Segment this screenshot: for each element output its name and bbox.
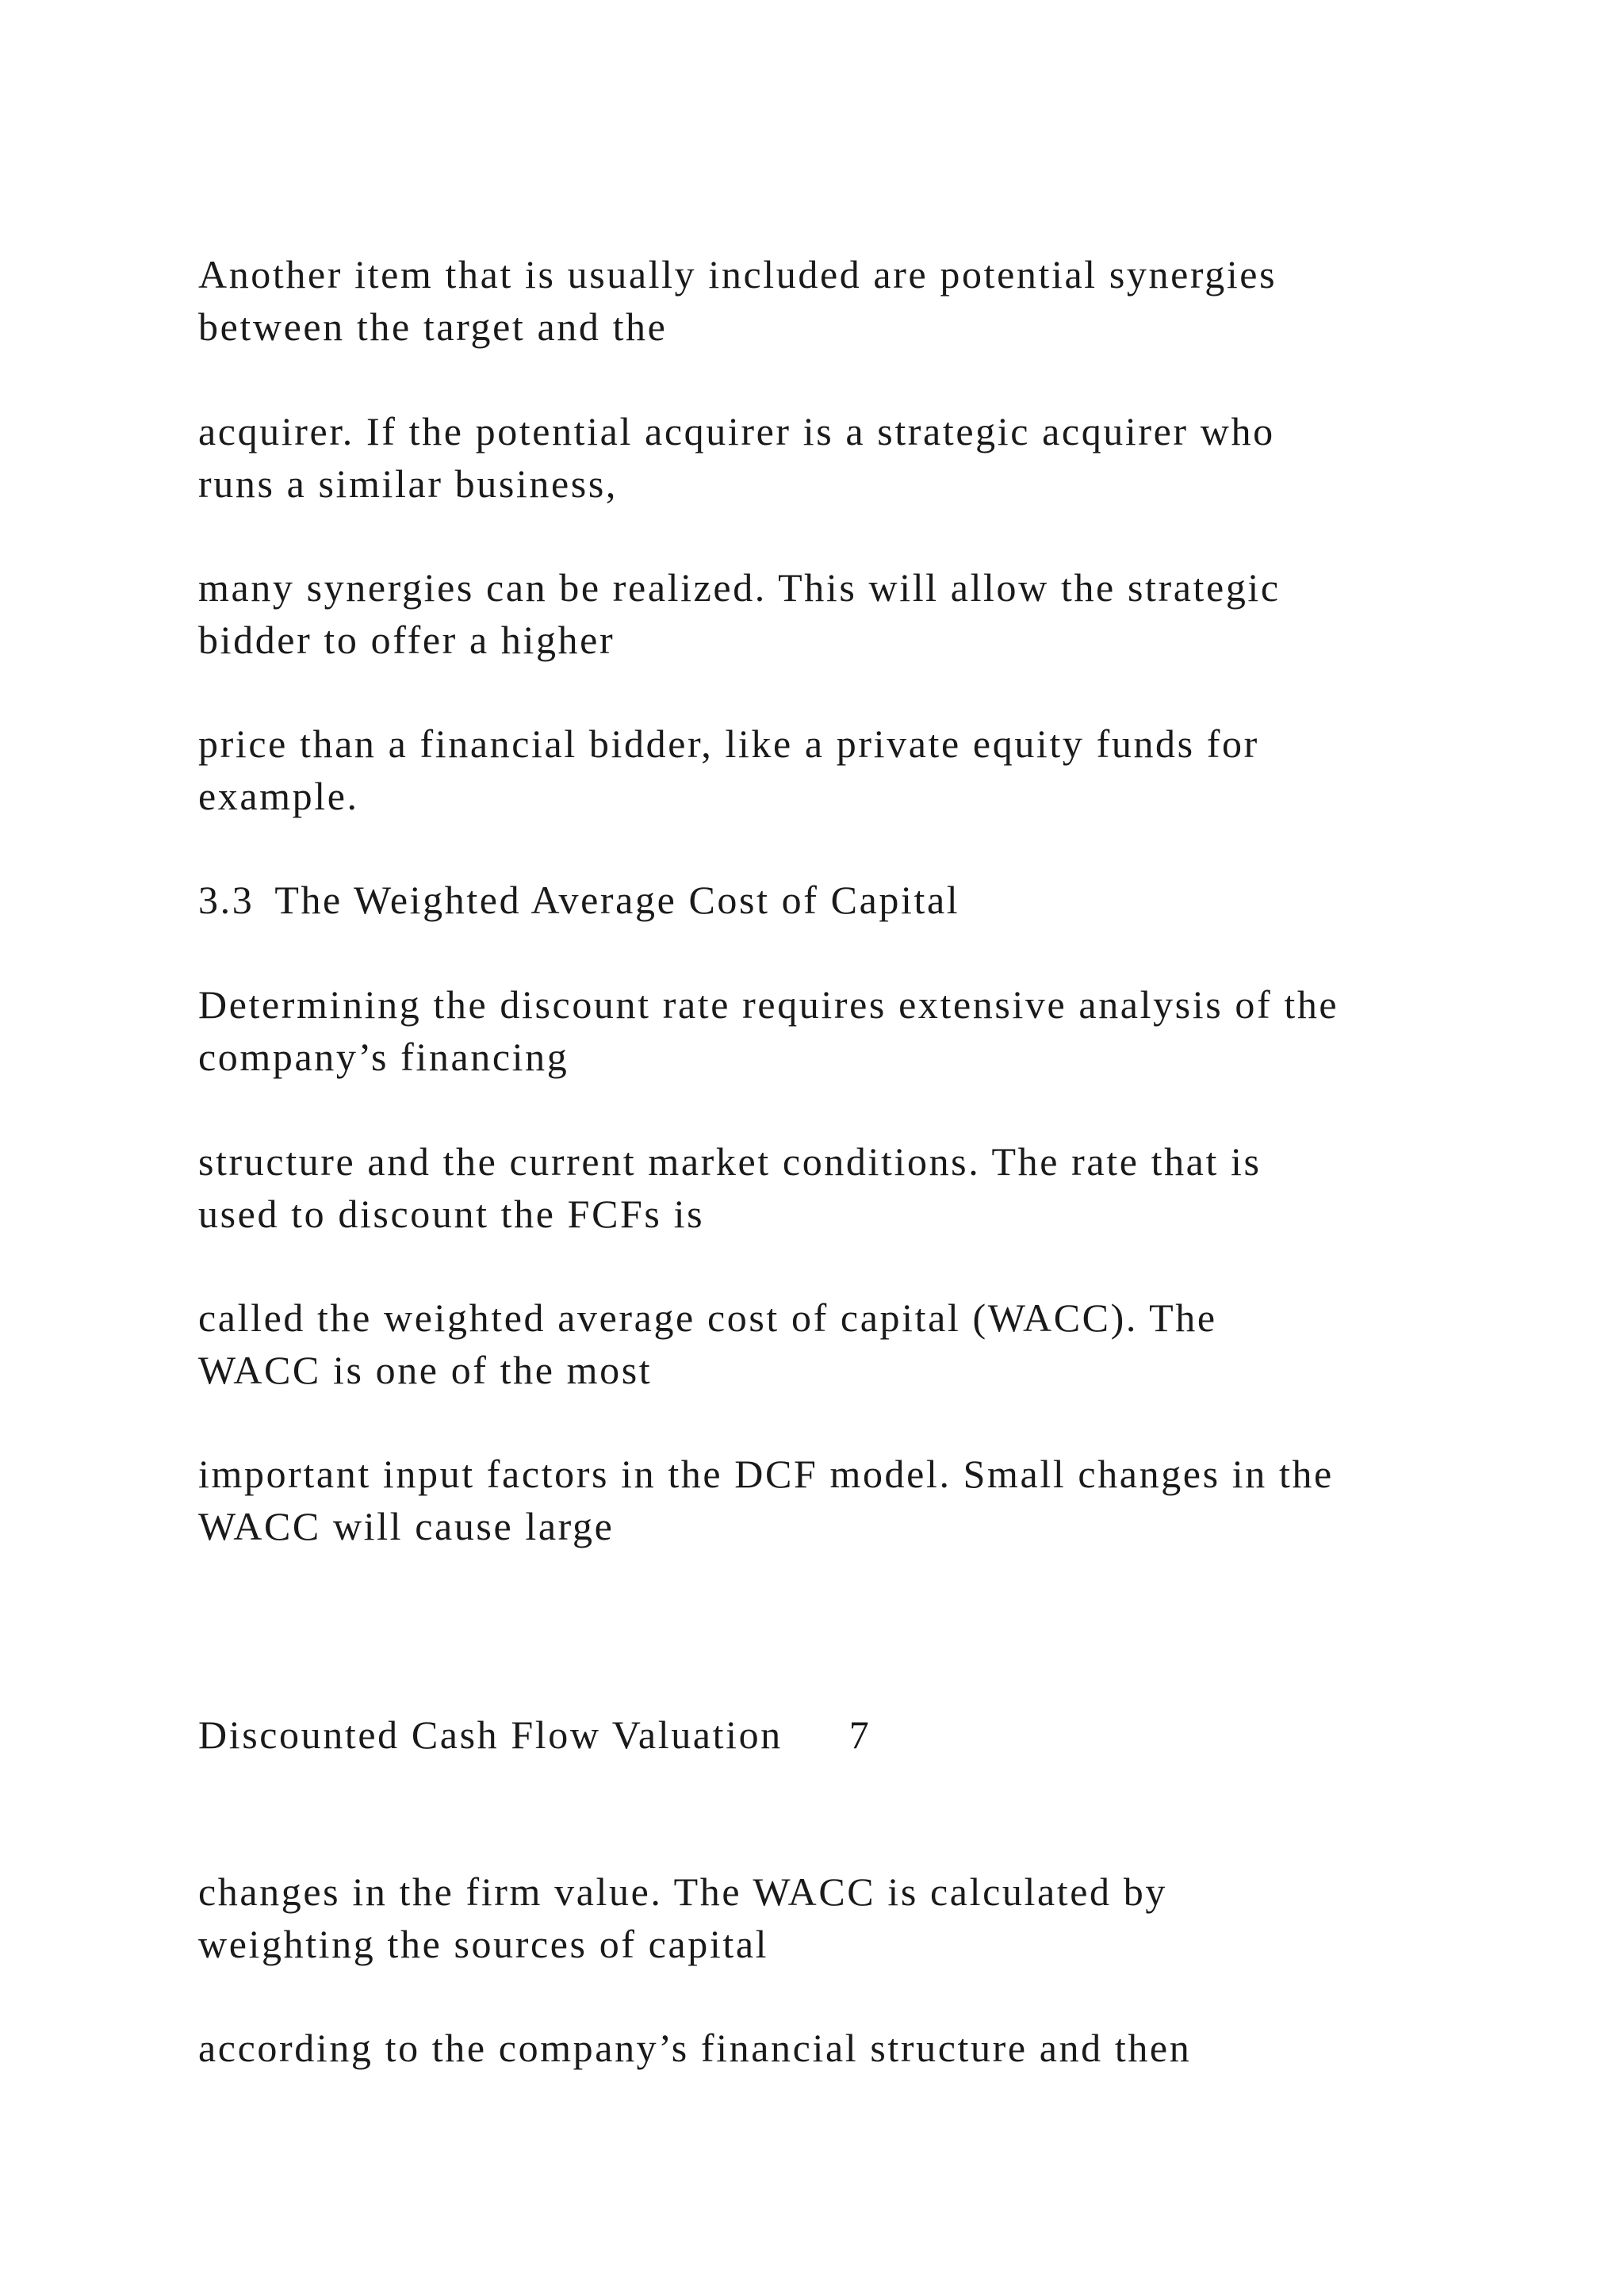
- paragraph: [198, 718, 1546, 822]
- text-line: bidder to offer a higher: [198, 618, 615, 662]
- text-line: Determining the discount rate requires extensive analysis of the: [198, 982, 1339, 1027]
- paragraph: [198, 1448, 1546, 1552]
- text-line: between the target and the: [198, 304, 668, 349]
- section-heading-line: [198, 874, 1546, 926]
- running-footer-line: [198, 1709, 1546, 1761]
- text-line: price than a financial bidder, like a private equity funds for: [198, 721, 1259, 766]
- section-number: 3.3: [198, 878, 255, 922]
- paragraph: [198, 1866, 1546, 1970]
- text-line: important input factors in the DCF model. Small changes in the: [198, 1452, 1334, 1496]
- paragraph: [198, 248, 1546, 353]
- text-line: many synergies can be realized. This will allow the strategic: [198, 565, 1281, 610]
- text-line: Another item that is usually included are potential synergies: [198, 252, 1277, 297]
- paragraph: [198, 561, 1546, 666]
- running-footer-title: Discounted Cash Flow Valuation: [198, 1712, 783, 1757]
- text-line: used to discount the FCFs is: [198, 1192, 705, 1236]
- text-line: according to the company’s financial structure and then: [198, 2026, 1192, 2070]
- paragraph: [198, 1292, 1546, 1396]
- paragraph: [198, 1135, 1546, 1240]
- text-line: WACC will cause large: [198, 1504, 615, 1548]
- paragraph: [198, 405, 1546, 510]
- text-line: structure and the current market conditions. The rate that is: [198, 1139, 1262, 1184]
- text-line: example.: [198, 774, 359, 818]
- page-number: 7: [848, 1712, 871, 1757]
- text-line: weighting the sources of capital: [198, 1922, 769, 1966]
- text-line: changes in the firm value. The WACC is calculated by: [198, 1869, 1167, 1914]
- text-line: runs a similar business,: [198, 461, 619, 506]
- text-line: called the weighted average cost of capital (WACC). The: [198, 1295, 1217, 1340]
- paragraph: [198, 978, 1546, 1083]
- paragraph: [198, 2022, 1546, 2074]
- text-line: company’s financing: [198, 1035, 569, 1079]
- section-title: The Weighted Average Cost of Capital: [274, 878, 960, 922]
- text-line: WACC is one of the most: [198, 1348, 653, 1392]
- section-heading: [198, 874, 1546, 926]
- text-line: acquirer. If the potential acquirer is a strategic acquirer who: [198, 409, 1275, 453]
- running-footer: [198, 1709, 1546, 1761]
